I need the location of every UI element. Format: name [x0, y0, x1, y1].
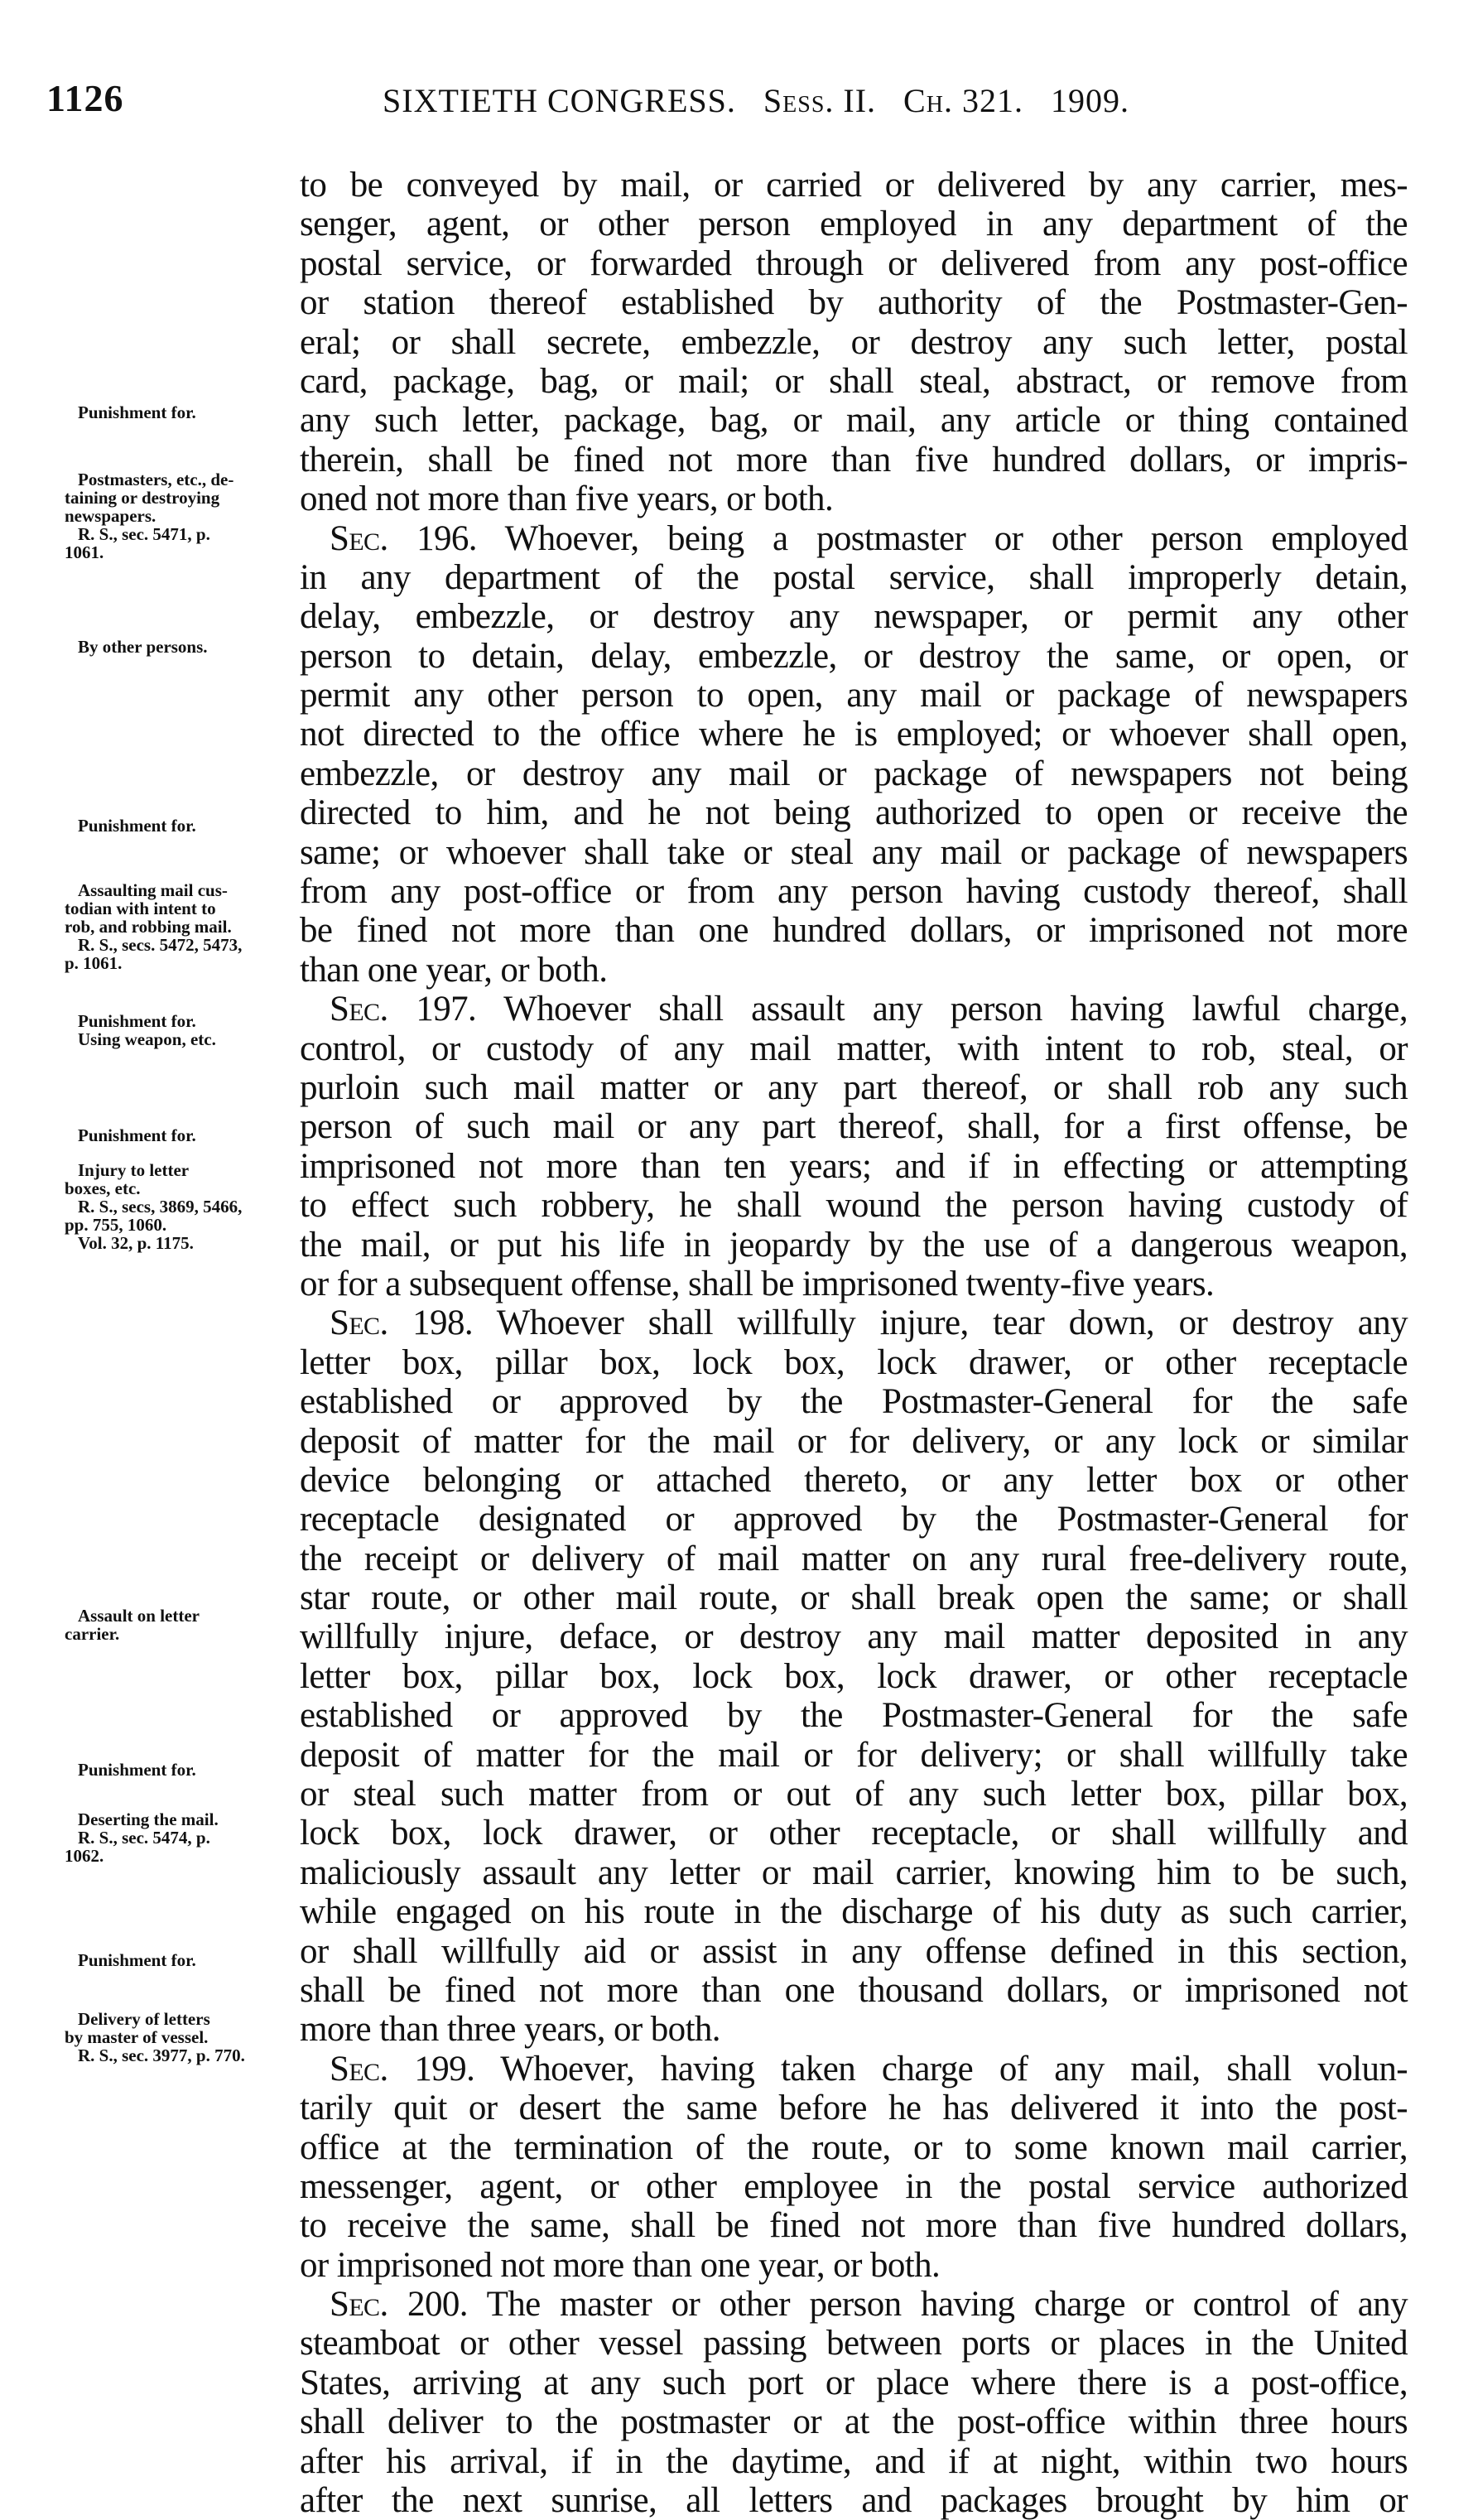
body-line: [300, 676, 1408, 715]
body-text: imprisoned not more than ten years; and if in effecting or attempting: [300, 1146, 1408, 1186]
body-line: [300, 1775, 1408, 1814]
margin-note-line: Using weapon, etc.: [78, 1029, 216, 1049]
body-text: Whoever shall assault any person having lawful charge,: [476, 990, 1408, 1029]
body-line: [300, 1147, 1408, 1186]
margin-note-line: carrier.: [65, 1624, 120, 1644]
body-text: letter box, pillar box, lock box, lock drawer, or other receptacle: [300, 1656, 1408, 1696]
margin-note-line: Assault on letter: [78, 1606, 200, 1626]
margin-note-line: Delivery of letters: [78, 2009, 210, 2029]
body-text: same; or whoever shall take or steal any mail or package of newspapers: [300, 832, 1408, 872]
session-label: Sess. II.: [763, 82, 877, 119]
margin-note-line: Postmasters, etc., de-: [78, 470, 234, 489]
margin-note-line: todian with intent to: [65, 899, 216, 918]
body-text: or station thereof established by authority of the Postmaster-Gen-: [300, 283, 1408, 323]
margin-note: [65, 1607, 282, 1643]
body-line: [300, 1029, 1408, 1068]
body-text: senger, agent, or other person employed in any department of the: [300, 205, 1408, 244]
page-number: 1126: [46, 77, 124, 119]
running-head-title: [383, 81, 1129, 120]
body-text: tarily quit or desert the same before he has delivered it into the post-: [300, 2089, 1408, 2128]
body-line: [300, 1892, 1408, 1931]
body-text: purloin such mail matter or any part thereof, or shall rob any such: [300, 1067, 1408, 1107]
body-text: office at the termination of the route, or to some known mail carrier,: [300, 2127, 1408, 2167]
margin-note-line: R. S., secs. 5472, 5473,: [78, 935, 243, 955]
margin-note-line: rob, and robbing mail.: [65, 917, 232, 937]
body-line: [300, 2481, 1408, 2520]
body-text: established or approved by the Postmaster-General for the safe: [300, 1696, 1408, 1736]
body-text: or for a subsequent offense, shall be imprisoned twenty-five years.: [300, 1264, 1215, 1303]
body-text: person to detain, delay, embezzle, or destroy the same, or open, or: [300, 636, 1408, 676]
body-line: [300, 637, 1408, 676]
body-text: or shall willfully aid or assist in any offense defined in this section,: [300, 1931, 1408, 1971]
body-line: [300, 441, 1408, 479]
body-line: [300, 2167, 1408, 2206]
margin-note-line: boxes, etc.: [65, 1178, 141, 1198]
body-line: [300, 597, 1408, 636]
body-text: shall be fined not more than one thousand dollars, or imprisoned not: [300, 1970, 1408, 2010]
body-text: embezzle, or destroy any mail or package of newspapers not being: [300, 754, 1408, 793]
statute-body: [300, 166, 1408, 2520]
margin-note-line: p. 1061.: [65, 953, 123, 973]
body-line: [300, 1068, 1408, 1107]
body-line: [300, 1696, 1408, 1735]
body-text: letter box, pillar box, lock box, lock drawer, or other receptacle: [300, 1342, 1408, 1382]
margin-note: [65, 1012, 282, 1048]
body-line: [300, 2363, 1408, 2402]
body-line: [300, 1932, 1408, 1971]
body-line: [300, 2089, 1408, 2127]
margin-note: [65, 881, 282, 972]
section-start-line: [300, 2050, 1408, 2089]
body-text: shall deliver to the postmaster or at the post-office within three hours: [300, 2402, 1408, 2442]
margin-note-line: R. S., sec. 5471, p.: [78, 524, 210, 544]
body-text: more than three years, or both.: [300, 2010, 720, 2050]
body-text: or steal such matter from or out of any such letter box, pillar box,: [300, 1775, 1408, 1814]
body-line: [300, 1657, 1408, 1696]
body-text: permit any other person to open, any mail or package of newspapers: [300, 676, 1408, 716]
body-line: [300, 479, 1408, 518]
body-text: to effect such robbery, he shall wound the person having custody of: [300, 1186, 1408, 1226]
body-line: [300, 1226, 1408, 1265]
margin-note-line: newspapers.: [65, 506, 156, 526]
body-line: [300, 2402, 1408, 2441]
body-text: after his arrival, if in the daytime, and if at night, within two hours: [300, 2441, 1408, 2481]
section-number: Sec. 198.: [330, 1303, 474, 1343]
margin-note-line: Punishment for.: [78, 1760, 196, 1780]
body-text: States, arriving at any such port or place where there is a post-office,: [300, 2363, 1408, 2402]
body-line: [300, 205, 1408, 243]
section-start-line: [300, 519, 1408, 558]
body-text: delay, embezzle, or destroy any newspaper, or permit any other: [300, 597, 1408, 637]
body-line: [300, 2246, 1408, 2285]
body-text: not directed to the office where he is employed; or whoever shall open,: [300, 715, 1408, 754]
body-line: [300, 1617, 1408, 1656]
body-line: [300, 1814, 1408, 1853]
body-line: [300, 1422, 1408, 1461]
margin-note-line: by master of vessel.: [65, 2027, 209, 2047]
margin-note: [65, 638, 282, 656]
margin-note-line: R. S., sec. 5474, p.: [78, 1828, 210, 1848]
body-text: postal service, or forwarded through or delivered from any post-office: [300, 243, 1408, 283]
body-line: [300, 2128, 1408, 2167]
margin-note: [65, 1126, 282, 1144]
margin-note: [65, 1761, 282, 1779]
body-line: [300, 558, 1408, 597]
margin-note: [65, 470, 282, 561]
body-text: device belonging or attached thereto, or any letter box or other: [300, 1460, 1408, 1500]
congress-label: SIXTIETH CONGRESS.: [383, 82, 736, 119]
margin-note-line: R. S., sec. 3977, p. 770.: [78, 2045, 245, 2065]
section-number: Sec. 197.: [330, 990, 477, 1029]
body-text: receptacle designated or approved by the Postmaster-General for: [300, 1500, 1408, 1539]
body-line: [300, 1971, 1408, 2010]
margin-note: [65, 1161, 282, 1252]
body-line: [300, 1382, 1408, 1421]
margin-note: [65, 1810, 282, 1865]
body-line: [300, 401, 1408, 440]
running-header: [0, 76, 1473, 126]
body-line: [300, 754, 1408, 793]
body-text: lock box, lock drawer, or other receptacle, or shall willfully and: [300, 1814, 1408, 1853]
margin-note-line: Punishment for.: [78, 1950, 196, 1970]
body-line: [300, 715, 1408, 754]
body-text: to be conveyed by mail, or carried or delivered by any carrier, mes-: [300, 166, 1408, 205]
body-line: [300, 833, 1408, 872]
body-text: than one year, or both.: [300, 950, 608, 990]
section-number: Sec. 196.: [330, 518, 477, 558]
body-line: [300, 2206, 1408, 2245]
body-line: [300, 793, 1408, 832]
body-line: [300, 911, 1408, 950]
section-start-line: [300, 990, 1408, 1029]
margin-note: [65, 403, 282, 422]
body-text: to receive the same, shall be fined not more than five hundred dollars,: [300, 2206, 1408, 2246]
body-text: from any post-office or from any person having custody thereof, shall: [300, 872, 1408, 912]
margin-note-line: 1061.: [65, 542, 104, 562]
body-text: any such letter, package, bag, or mail, any article or thing contained: [300, 401, 1408, 441]
body-text: the receipt or delivery of mail matter on any rural free-delivery route,: [300, 1539, 1408, 1578]
body-text: oned not more than five years, or both.: [300, 479, 834, 519]
body-line: [300, 1186, 1408, 1225]
body-line: [300, 1343, 1408, 1382]
body-line: [300, 1853, 1408, 1892]
body-text: messenger, agent, or other employee in the postal service authorized: [300, 2166, 1408, 2206]
body-line: [300, 166, 1408, 205]
body-text: therein, shall be fined not more than five hundred dollars, or impris-: [300, 440, 1408, 479]
body-line: [300, 1578, 1408, 1617]
body-text: control, or custody of any mail matter, with intent to rob, steal, or: [300, 1029, 1408, 1068]
margin-note-line: Punishment for.: [78, 1125, 196, 1145]
body-text: Whoever, being a postmaster or other person employed: [476, 518, 1408, 558]
body-line: [300, 2010, 1408, 2049]
margin-note-line: pp. 755, 1060.: [65, 1215, 167, 1235]
margin-note: [65, 1951, 282, 1969]
year-label: 1909.: [1050, 82, 1129, 119]
section-number: Sec. 199.: [330, 2049, 475, 2089]
margin-note-line: By other persons.: [78, 637, 208, 657]
body-line: [300, 1539, 1408, 1578]
margin-note-line: Punishment for.: [78, 1011, 196, 1031]
body-text: The master or other person having charge or control of any: [467, 2285, 1408, 2325]
margin-note-line: Vol. 32, p. 1175.: [78, 1233, 194, 1253]
body-line: [300, 1265, 1408, 1303]
margin-note-line: Injury to letter: [78, 1160, 190, 1180]
body-line: [300, 244, 1408, 283]
margin-note-line: Punishment for.: [78, 402, 196, 422]
body-line: [300, 1107, 1408, 1146]
margin-note: [65, 817, 282, 835]
body-line: [300, 323, 1408, 362]
body-text: Whoever, having taken charge of any mail, shall volun-: [474, 2049, 1408, 2089]
body-text: eral; or shall secrete, embezzle, or destroy any such letter, postal: [300, 322, 1408, 362]
body-text: be fined not more than one hundred dollars, or imprisoned not more: [300, 911, 1408, 951]
body-line: [300, 283, 1408, 322]
body-text: directed to him, and he not being authorized to open or receive the: [300, 793, 1408, 833]
body-text: established or approved by the Postmaster-General for the safe: [300, 1382, 1408, 1422]
body-text: star route, or other mail route, or shall break open the same; or shall: [300, 1578, 1408, 1618]
section-number: Sec. 200.: [330, 2285, 468, 2325]
body-line: [300, 2324, 1408, 2363]
body-text: in any department of the postal service, shall improperly detain,: [300, 557, 1408, 597]
body-text: steamboat or other vessel passing between ports or places in the United: [300, 2324, 1408, 2363]
body-text: while engaged on his route in the discharge of his duty as such carrier,: [300, 1892, 1408, 1932]
body-text: the mail, or put his life in jeopardy by the use of a dangerous weapon,: [300, 1225, 1408, 1265]
body-text: after the next sunrise, all letters and packages brought by him or: [300, 2481, 1408, 2520]
body-text: deposit of matter for the mail or for delivery, or any lock or similar: [300, 1421, 1408, 1461]
body-line: [300, 2442, 1408, 2481]
margin-note: [65, 2010, 282, 2065]
section-start-line: [300, 1303, 1408, 1342]
body-text: person of such mail or any part thereof, shall, for a first offense, be: [300, 1107, 1408, 1147]
body-line: [300, 1461, 1408, 1500]
body-text: card, package, bag, or mail; or shall steal, abstract, or remove from: [300, 361, 1408, 401]
body-line: [300, 1736, 1408, 1775]
margin-note-line: taining or destroying: [65, 488, 220, 508]
margin-note-line: R. S., secs, 3869, 5466,: [78, 1197, 243, 1217]
chapter-label: Ch. 321.: [903, 82, 1023, 119]
margin-note-line: Punishment for.: [78, 816, 196, 836]
margin-note-line: Assaulting mail cus-: [78, 880, 228, 900]
margin-note-line: 1062.: [65, 1846, 104, 1866]
margin-note-line: Deserting the mail.: [78, 1809, 219, 1829]
body-text: deposit of matter for the mail or for delivery; or shall willfully take: [300, 1735, 1408, 1775]
body-text: maliciously assault any letter or mail carrier, knowing him to be such,: [300, 1853, 1408, 1892]
body-line: [300, 951, 1408, 990]
body-text: willfully injure, deface, or destroy any mail matter deposited in any: [300, 1617, 1408, 1657]
body-text: Whoever shall willfully injure, tear down, or destroy any: [473, 1303, 1408, 1343]
body-text: or imprisoned not more than one year, or both.: [300, 2245, 941, 2285]
body-line: [300, 872, 1408, 911]
body-line: [300, 1500, 1408, 1539]
body-line: [300, 362, 1408, 401]
